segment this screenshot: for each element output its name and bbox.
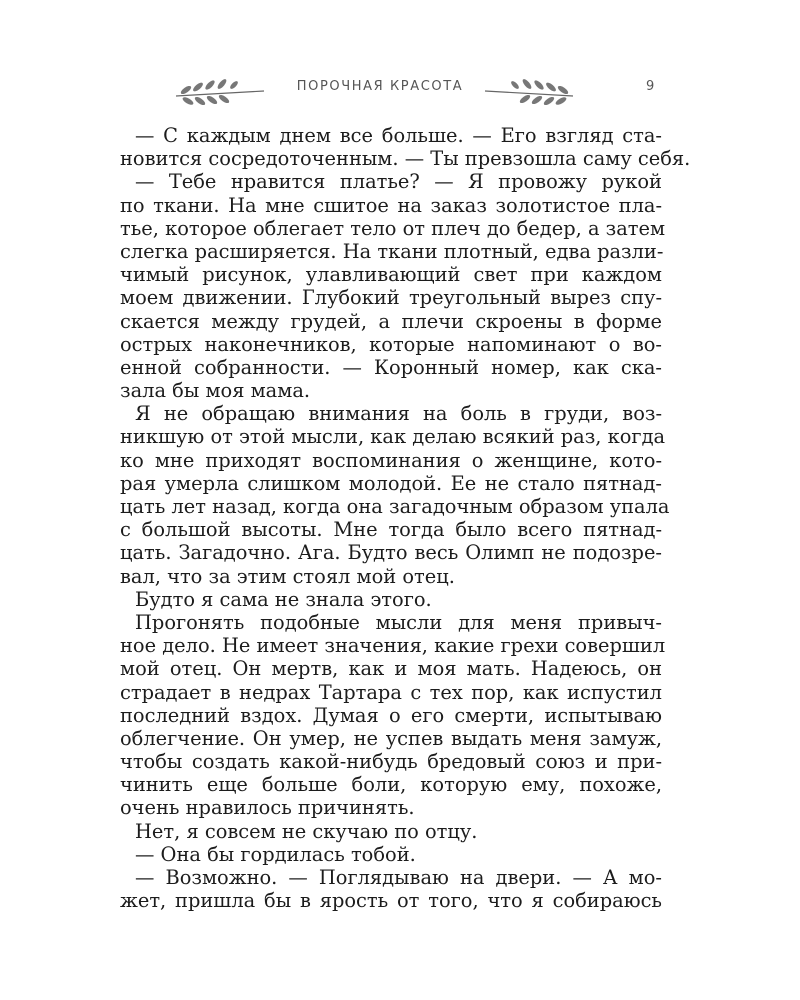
text-line: енной собранности. — Коронный номер, как ска- (120, 355, 662, 379)
laurel-branch-icon (172, 72, 267, 108)
text-line: цать лет назад, когда она загадочным образом упала (120, 495, 670, 518)
text-line: моем движении. Глубокий треугольный вырез спу- (120, 286, 662, 310)
text-line: последний вздох. Думая о его смерти, испытываю (120, 703, 662, 727)
book-title: ПОРОЧНАЯ КРАСОТА (296, 79, 464, 94)
text-line: никшую от этой мысли, как делаю всякий раз, когда (120, 425, 666, 449)
text-line: скается между грудей, а плечи скроены в форме (120, 309, 662, 333)
text-line: слегка расширяется. На ткани плотный, едва разли- (120, 239, 664, 263)
text-line: новится сосредоточенным. — Ты превзошла саму себя. (120, 147, 691, 171)
text-line: ко мне приходят воспоминания о женщине, кото- (120, 448, 662, 472)
text-line: цать. Загадочно. Ага. Будто весь Олимп не подозре- (120, 541, 662, 565)
text-line: ное дело. Не имеет значения, какие грехи совершил (120, 634, 666, 658)
running-header (0, 70, 800, 110)
text-line: чимый рисунок, улавливающий свет при каждом (120, 263, 662, 287)
text-line: Я не обращаю внимания на боль в груди, воз- (135, 402, 662, 426)
text-line: очень нравилось причинять. (120, 796, 415, 820)
text-line: — Тебе нравится платье? — Я провожу рукой (135, 170, 662, 194)
text-line: — С каждым днем все больше. — Его взгляд ста- (135, 124, 662, 147)
text-line: зала бы моя мама. (120, 379, 311, 403)
laurel-branch-icon (482, 72, 577, 108)
text-line: страдает в недрах Тартара с тех пор, как испустил (120, 680, 662, 704)
text-line: Прогонять подобные мысли для меня привыч- (135, 610, 662, 634)
text-line: мой отец. Он мертв, как и моя мать. Надеюсь, он (120, 657, 662, 681)
text-line: — Она бы гордилась тобой. (135, 842, 416, 866)
text-line: — Возможно. — Поглядываю на двери. — А мо- (135, 866, 662, 889)
text-line: с большой высоты. Мне тогда было всего пятнад- (120, 518, 662, 542)
page-number: 9 (646, 79, 655, 94)
text-line: рая умерла слишком молодой. Ее не стало пятнад- (120, 471, 662, 495)
text-line: жет, пришла бы в ярость от того, что я собираюсь (120, 889, 662, 913)
text-line: облегчение. Он умер, не успев выдать меня замуж, (120, 726, 662, 750)
text-line: Нет, я совсем не скучаю по отцу. (135, 819, 478, 843)
text-line: чтобы создать какой-нибудь бредовый союз и при- (120, 750, 662, 774)
text-line: чинить еще больше боли, которую ему, похоже, (120, 773, 662, 797)
text-line: тье, которое облегает тело от плеч до бедер, а затем (120, 216, 666, 240)
text-line: вал, что за этим стоял мой отец. (120, 564, 455, 588)
text-line: острых наконечников, которые напоминают о во- (120, 332, 662, 356)
text-line: по ткани. На мне сшитое на заказ золотистое пла- (120, 193, 662, 217)
body-text (120, 124, 691, 913)
text-line: Будто я сама не знала этого. (135, 587, 432, 611)
